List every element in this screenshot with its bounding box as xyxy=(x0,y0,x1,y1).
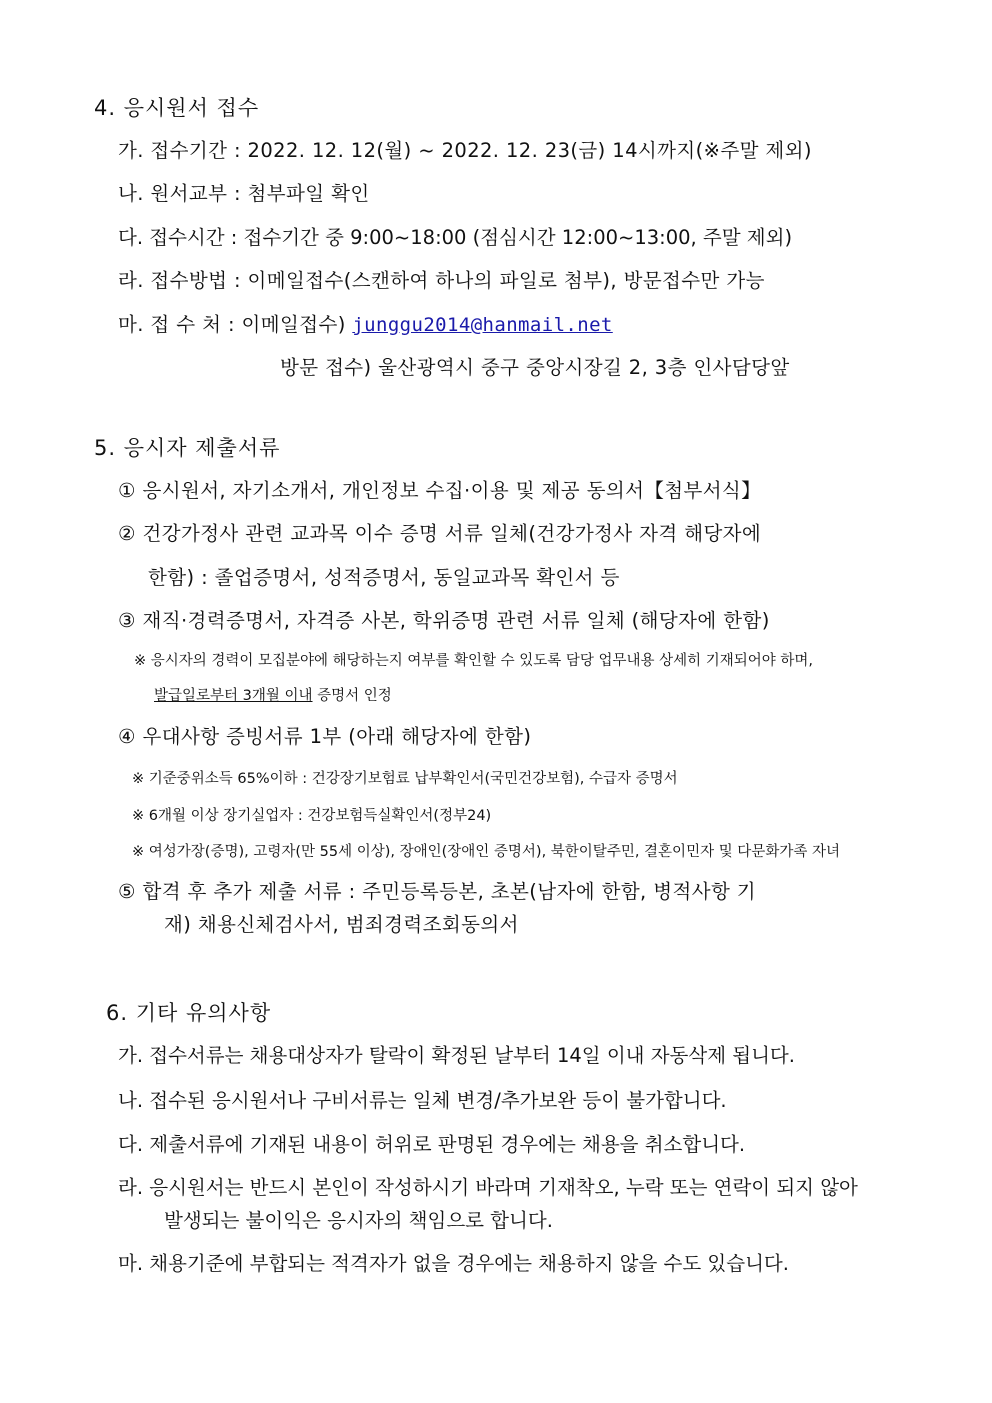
notice-item-4-cont: 발생되는 불이익은 응시자의 책임으로 합니다. xyxy=(164,1209,553,1232)
validity-period: 발급일로부터 3개월 이내 xyxy=(154,688,313,704)
notice-item-4: 라. 응시원서는 반드시 본인이 작성하시기 바라며 기재착오, 누락 또는 연락이 되지 않아 xyxy=(118,1176,858,1199)
form-distribution: 나. 원서교부 : 첨부파일 확인 xyxy=(118,182,370,205)
receipt-place-label: 마. 접 수 처 : 이메일접수) xyxy=(118,313,353,336)
receipt-place xyxy=(118,315,613,335)
section-4-title: 4. 응시원서 접수 xyxy=(94,96,260,120)
doc-item-3-note-cont xyxy=(154,689,392,704)
preference-note-1: ※ 기준중위소득 65%이하 : 건강장기보험료 납부확인서(국민건강보험), 수급자 증명서 xyxy=(132,771,678,787)
doc-item-3: ③ 재직·경력증명서, 자격증 사본, 학위증명 관련 서류 일체 (해당자에 한함) xyxy=(118,609,770,632)
preference-note-2: ※ 6개월 이상 장기실업자 : 건강보험득실확인서(정부24) xyxy=(132,808,492,824)
notice-item-2: 나. 접수된 응시원서나 구비서류는 일체 변경/추가보완 등이 불가합니다. xyxy=(118,1089,727,1112)
notice-item-3: 다. 제출서류에 기재된 내용이 허위로 판명된 경우에는 채용을 취소합니다. xyxy=(118,1133,746,1156)
receipt-hours: 다. 접수시간 : 접수기간 중 9:00~18:00 (점심시간 12:00~13:00, 주말 제외) xyxy=(118,226,793,249)
doc-item-3-note: ※ 응시자의 경력이 모집분야에 해당하는지 여부를 확인할 수 있도록 담당 업무내용 상세히 기재되어야 하며, xyxy=(134,653,813,669)
preference-note-3: ※ 여성가장(증명), 고령자(만 55세 이상), 장애인(장애인 증명서), 북한이탈주민, 결혼이민자 및 다문화가족 자녀 xyxy=(132,844,840,860)
section-6-title: 6. 기타 유의사항 xyxy=(106,1001,272,1025)
doc-item-2-cont: 한함) : 졸업증명서, 성적증명서, 동일교과목 확인서 등 xyxy=(148,566,620,589)
notice-item-1: 가. 접수서류는 채용대상자가 탈락이 확정된 날부터 14일 이내 자동삭제 됩니다. xyxy=(118,1044,795,1067)
email-link[interactable]: junggu2014@hanmail.net xyxy=(352,314,613,336)
doc-item-2: ② 건강가정사 관련 교과목 이수 증명 서류 일체(건강가정사 자격 해당자에 xyxy=(118,522,762,545)
doc-item-5: ⑤ 합격 후 추가 제출 서류 : 주민등록등본, 초본(남자에 한함, 병적사항 기 xyxy=(118,880,757,903)
notice-item-5: 마. 채용기준에 부합되는 적격자가 없을 경우에는 채용하지 않을 수도 있습니다. xyxy=(118,1252,789,1275)
doc-item-1: ① 응시원서, 자기소개서, 개인정보 수집·이용 및 제공 동의서【첨부서식】 xyxy=(118,479,762,502)
doc-item-5-cont: 재) 채용신체검사서, 범죄경력조회동의서 xyxy=(164,913,519,936)
receipt-method: 라. 접수방법 : 이메일접수(스캔하여 하나의 파일로 첨부), 방문접수만 가능 xyxy=(118,269,765,292)
receipt-period: 가. 접수기간 : 2022. 12. 12(월) ~ 2022. 12. 23(금) 14시까지(※주말 제외) xyxy=(118,139,812,162)
receipt-place-visit: 방문 접수) 울산광역시 중구 중앙시장길 2, 3층 인사담당앞 xyxy=(280,356,790,379)
validity-rest: 증명서 인정 xyxy=(312,688,392,704)
section-5-title: 5. 응시자 제출서류 xyxy=(94,436,281,460)
doc-item-4: ④ 우대사항 증빙서류 1부 (아래 해당자에 한함) xyxy=(118,725,532,748)
